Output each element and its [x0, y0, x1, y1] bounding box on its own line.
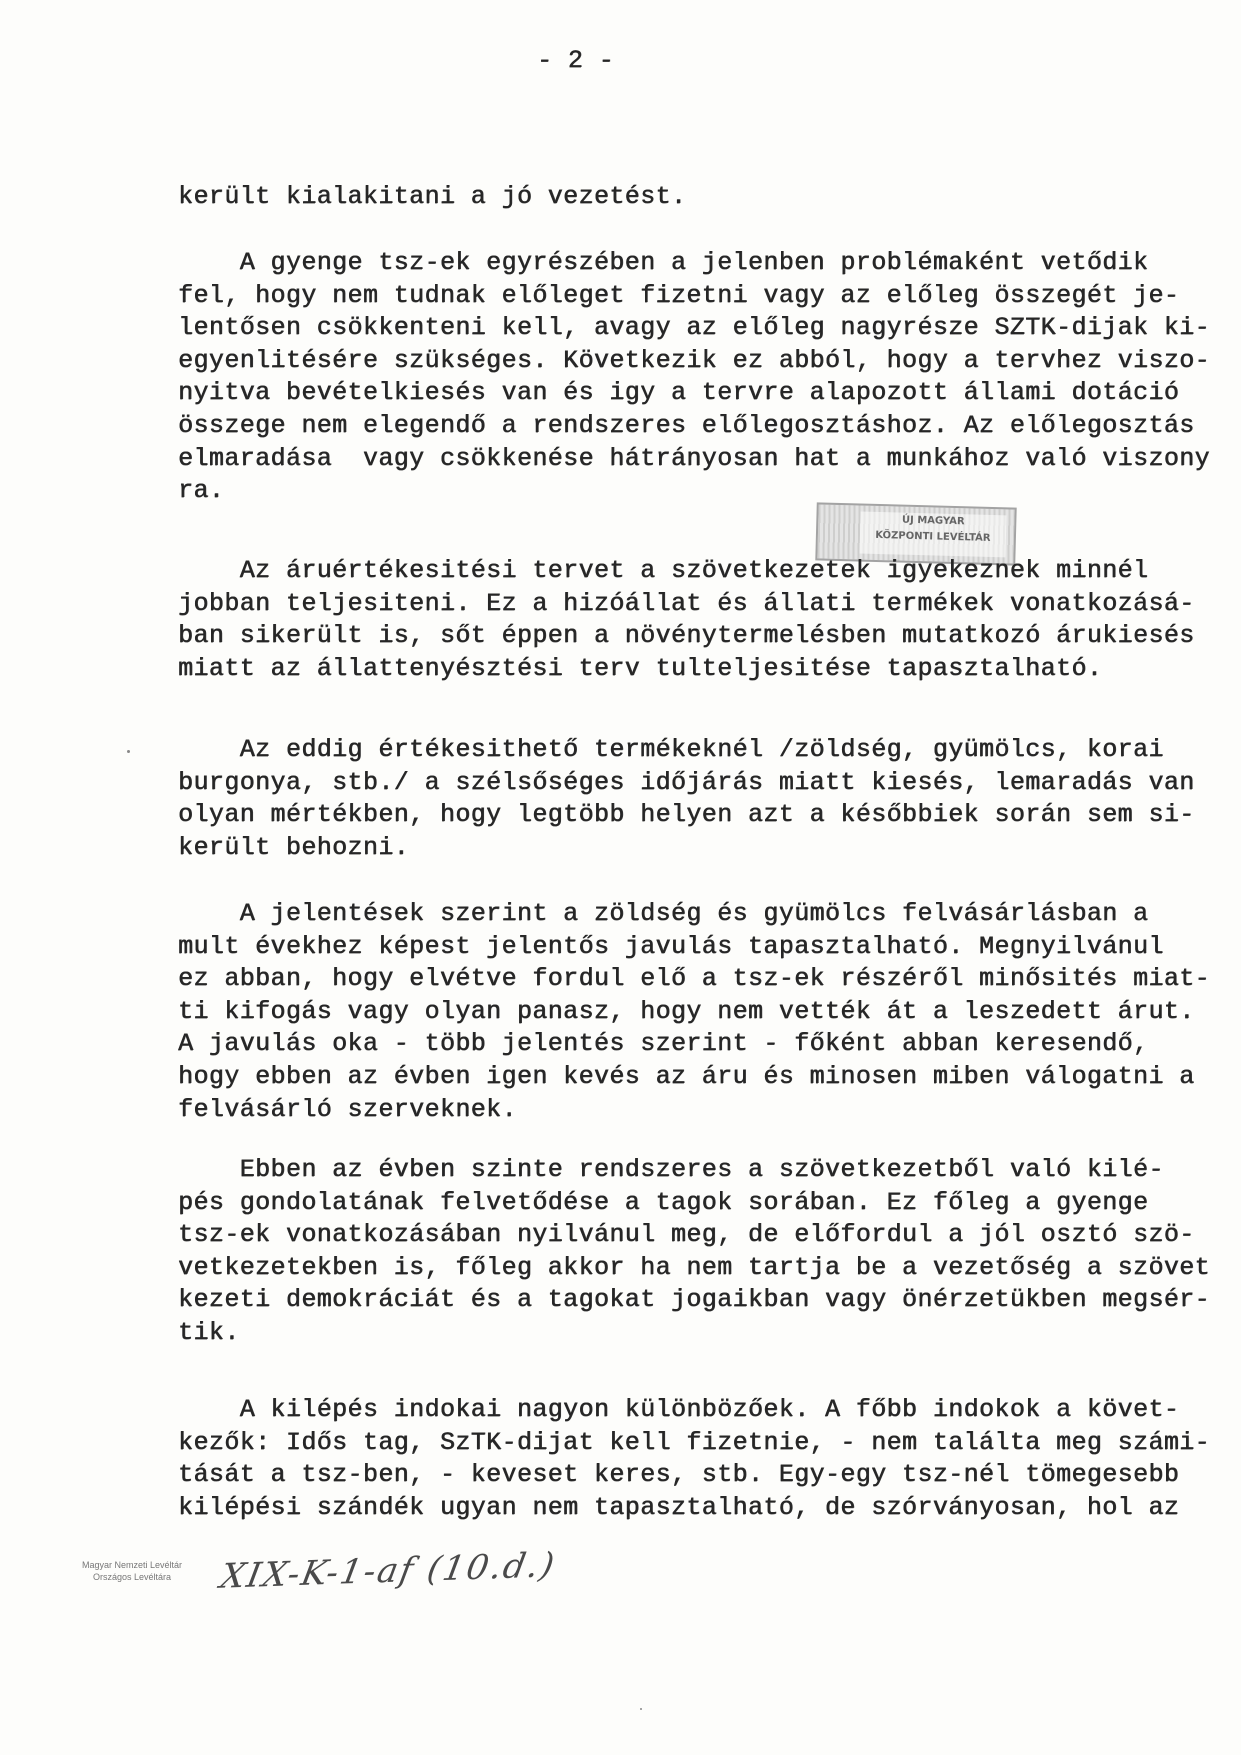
text-line: A javulás oka - több jelentés szerint - főként abban keresendő, — [178, 1029, 1149, 1059]
text-line: olyan mértékben, hogy legtöbb helyen azt a későbbiek során sem si- — [178, 800, 1195, 830]
text-line: fel, hogy nem tudnak előleget fizetni vagy az előleg összegét je- — [178, 280, 1180, 310]
text-line: jobban teljesiteni. Ez a hizóállat és állati termékek vonatkozásá- — [178, 588, 1195, 618]
text-line: elmaradása vagy csökkenése hátrányosan hat a munkához való viszony — [178, 443, 1210, 473]
page-number: - 2 - — [537, 46, 615, 75]
text-line: A gyenge tsz-ek egyrészében a jelenben problémaként vetődik — [178, 248, 1149, 277]
archive-stamp-text: ÚJ MAGYAR KÖZPONTI LEVÉLTÁR — [859, 512, 1006, 558]
text-line: kezők: Idős tag, SzTK-dijat kell fizetnie, - nem találta meg számi- — [178, 1427, 1210, 1457]
text-line: Az áruértékesitési tervet a szövetkezetek igyekeznek minnél — [178, 556, 1149, 585]
archive-label: Magyar Nemzeti Levéltár Országos Levéltára — [81, 1560, 183, 1582]
text-line: A kilépés indokai nagyon különbözőek. A főbb indokok a követ- — [178, 1395, 1180, 1424]
text-line: lentősen csökkenteni kell, avagy az előleg nagyrésze SZTK-dijak ki- — [178, 313, 1210, 343]
text-line: Ebben az évben szinte rendszeres a szövetkezetből való kilé- — [178, 1155, 1164, 1184]
text-line: ban sikerült is, sőt éppen a növénytermelésben mutatkozó árukiesés — [178, 621, 1195, 651]
text-line: mult évekhez képest jelentős javulás tapasztalható. Megnyilvánul — [178, 931, 1164, 961]
text-line: felvásárló szerveknek. — [178, 1094, 517, 1124]
text-line: került behozni. — [178, 832, 410, 862]
text-line: pés gondolatának felvetődése a tagok sorában. Ez főleg a gyenge — [178, 1187, 1149, 1217]
text-line: kilépési szándék ugyan nem tapasztalható, de szórványosan, hol az — [178, 1492, 1180, 1522]
text-line: ti kifogás vagy olyan panasz, hogy nem vették át a leszedett árut. — [178, 996, 1195, 1026]
text-line: vetkezetekben is, főleg akkor ha nem tartja be a vezetőség a szövet — [178, 1252, 1210, 1282]
text-line: burgonya, stb./ a szélsőséges időjárás miatt kiesés, lemaradás van — [178, 767, 1195, 797]
paper-speck — [127, 750, 130, 753]
handwritten-reference: XIX-K-1-af (10.d.) — [217, 1545, 560, 1597]
paper-speck — [640, 1708, 642, 1710]
text-line: kezeti demokráciát és a tagokat jogaikban vagy önérzetükben megsér- — [178, 1285, 1210, 1315]
text-line: miatt az állattenyésztési terv tulteljesitése tapasztalható. — [178, 653, 1103, 683]
text-line: került kialakitani a jó vezetést. — [178, 182, 687, 211]
text-line: tik. — [178, 1318, 240, 1347]
text-line: A jelentések szerint a zöldség és gyümölcs felvásárlásban a — [178, 899, 1149, 928]
text-line: tsz-ek vonatkozásában nyilvánul meg, de előfordul a jól osztó szö- — [178, 1220, 1195, 1250]
text-line: összege nem elegendő a rendszeres előlegosztáshoz. Az előlegosztás — [178, 411, 1195, 440]
text-line: egyenlitésére szükséges. Következik ez abból, hogy a tervhez viszo- — [178, 345, 1210, 375]
text-line: nyitva bevételkiesés van és igy a tervre alapozott állami dotáció — [178, 378, 1180, 408]
text-line: ez abban, hogy elvétve fordul elő a tsz-ek részéről minősités miat- — [178, 964, 1210, 994]
text-line: tását a tsz-ben, - keveset keres, stb. Egy-egy tsz-nél tömegesebb — [178, 1460, 1180, 1490]
text-line: ra. — [178, 476, 225, 506]
text-line: Az eddig értékesithető termékeknél /zöldség, gyümölcs, korai — [178, 735, 1164, 764]
text-line: hogy ebben az évben igen kevés az áru és minosen miben válogatni a — [178, 1062, 1195, 1091]
